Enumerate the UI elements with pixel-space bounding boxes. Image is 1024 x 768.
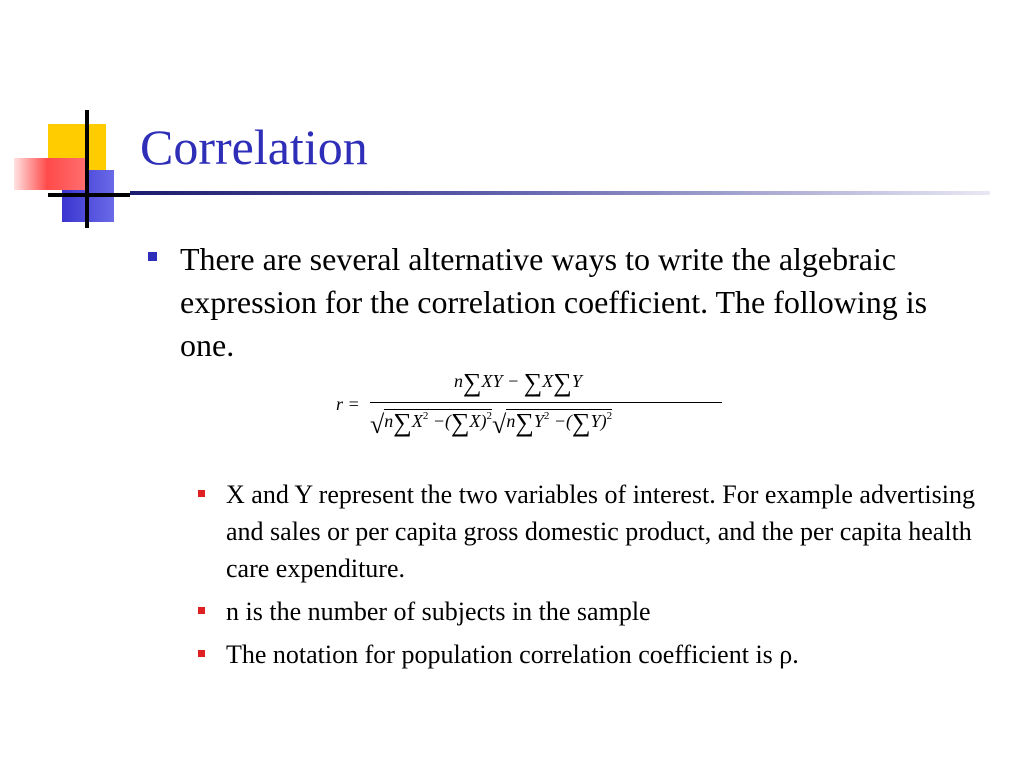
sub-bullet-square-icon bbox=[198, 650, 205, 657]
num-x: X bbox=[542, 371, 554, 391]
formula-lhs: r = bbox=[336, 394, 360, 414]
den-sqrt-1: √ bbox=[370, 410, 385, 439]
den-sqrt-2: √ bbox=[492, 410, 507, 439]
decor-red-bar bbox=[14, 158, 88, 190]
sub-bullet-text: X and Y represent the two variables of interest. For example advertising and sales or per capita gross domestic product, and the per capita health care expenditure. bbox=[226, 480, 975, 583]
decor-vertical-line bbox=[85, 110, 89, 228]
num-n: n bbox=[454, 371, 463, 391]
den-y-1: Y bbox=[533, 411, 544, 431]
main-bullet-text: There are several alternative ways to write the algebraic expression for the correlation coefficient. The following is one. bbox=[180, 241, 928, 363]
den-sum-4: ∑ bbox=[572, 408, 591, 437]
sub-bullet-text: n is the number of subjects in the sample bbox=[226, 597, 651, 626]
bullet-square-icon bbox=[148, 252, 157, 261]
sub-bullet-square-icon bbox=[198, 490, 205, 497]
sub-bullet-square-icon bbox=[198, 607, 205, 614]
num-y: Y bbox=[571, 371, 582, 391]
sub-bullet-item bbox=[198, 476, 988, 587]
num-sum-2: ∑ bbox=[523, 368, 543, 397]
den-open-1: ( bbox=[444, 411, 451, 431]
den-sq-1: 2 bbox=[422, 410, 429, 422]
sub-bullet-list bbox=[198, 476, 988, 679]
den-n-1: n bbox=[384, 411, 394, 431]
sub-bullet-item bbox=[198, 593, 988, 630]
den-close-1: ) bbox=[480, 411, 487, 431]
num-sum-3: ∑ bbox=[553, 368, 572, 397]
decor-horizontal-line bbox=[48, 193, 130, 197]
slide-title: Correlation bbox=[140, 119, 368, 175]
den-y-2: Y bbox=[590, 411, 601, 431]
den-sum-3: ∑ bbox=[515, 408, 534, 437]
sub-bullet-item bbox=[198, 636, 988, 673]
den-open-2: ( bbox=[566, 411, 573, 431]
den-sq-3: 2 bbox=[543, 410, 550, 422]
num-xy: XY bbox=[481, 371, 503, 391]
correlation-formula bbox=[336, 364, 736, 454]
den-minus-1: − bbox=[432, 411, 445, 431]
num-minus: − bbox=[507, 371, 520, 391]
den-x-1: X bbox=[411, 411, 423, 431]
sub-bullet-text: The notation for population correlation coefficient is ρ. bbox=[226, 640, 799, 669]
main-bullet bbox=[148, 238, 948, 367]
den-x-2: X bbox=[469, 411, 481, 431]
formula-denominator bbox=[370, 408, 612, 440]
den-n-2: n bbox=[506, 411, 516, 431]
num-sum-1: ∑ bbox=[463, 368, 482, 397]
den-close-2: ) bbox=[600, 411, 607, 431]
title-underline bbox=[130, 191, 990, 195]
den-sum-1: ∑ bbox=[393, 408, 412, 437]
den-sq-2: 2 bbox=[486, 410, 493, 422]
den-sum-2: ∑ bbox=[450, 408, 470, 437]
den-sq-4: 2 bbox=[606, 410, 613, 422]
formula-fraction-bar bbox=[370, 402, 722, 403]
formula-numerator bbox=[454, 368, 582, 398]
den-minus-2: − bbox=[553, 411, 567, 431]
